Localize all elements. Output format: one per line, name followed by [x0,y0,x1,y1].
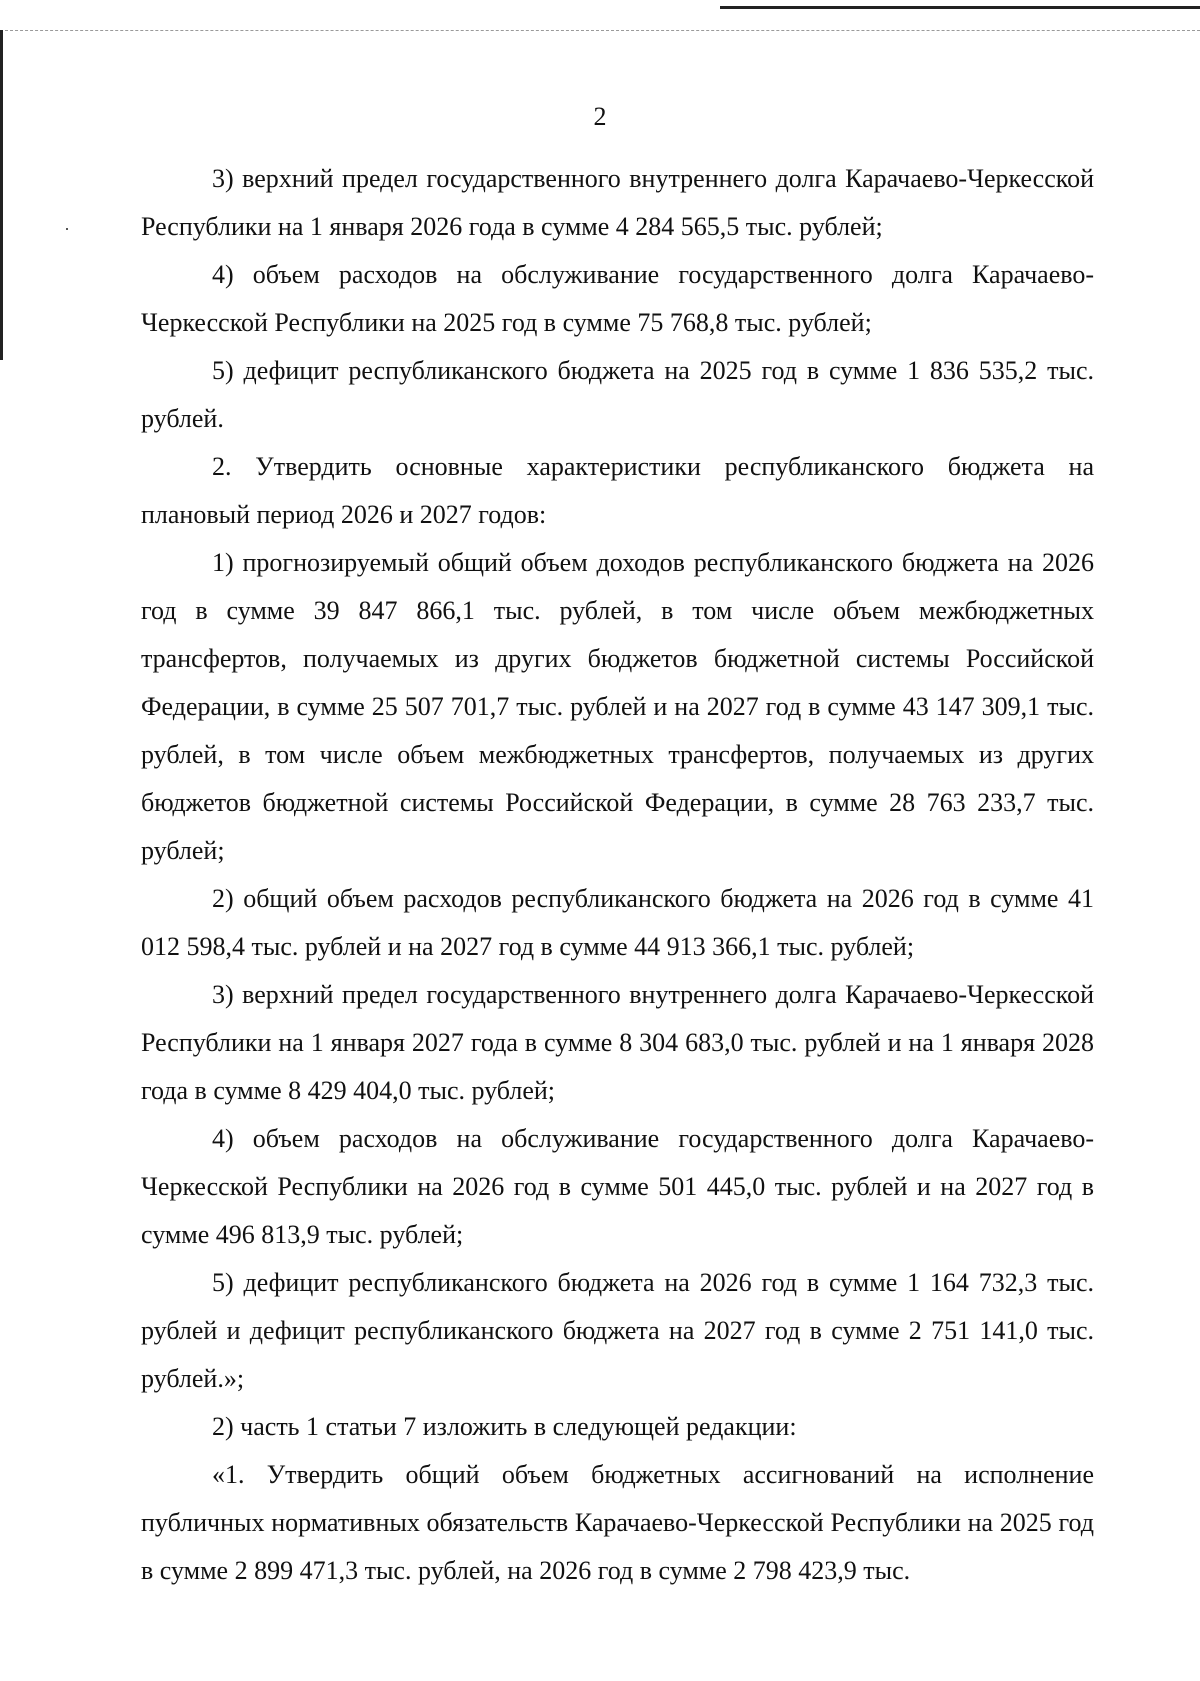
paragraph: 3) верхний предел государственного внутреннего долга Карачаево-Черкесской Республики на 1 января 2027 года в сумме 8 304 683,0 тыс. рублей и на 1 января 2028 года в сумме 8 429 404,0 тыс. рублей; [141,980,1094,1105]
paragraph: 5) дефицит республиканского бюджета на 2025 год в сумме 1 836 535,2 тыс. рублей. [141,356,1094,433]
scan-edge-top-right [720,6,1200,9]
paragraph: «1. Утвердить общий объем бюджетных ассигнований на исполнение публичных нормативных обязательств Карачаево-Черкесской Республики на 2025 год в сумме 2 899 471,3 тыс. рублей, на 2026 год в сумме 2 798 423,9 тыс. [141,1460,1094,1585]
document-body [141,155,1094,1595]
scan-edge-left [0,30,3,360]
scan-speck [66,228,68,230]
page-number: 2 [593,102,607,131]
scan-edge-top [0,30,1200,31]
paragraph: 3) верхний предел государственного внутреннего долга Карачаево-Черкесской Республики на 1 января 2026 года в сумме 4 284 565,5 тыс. рублей; [141,164,1094,241]
paragraph: 4) объем расходов на обслуживание государственного долга Карачаево-Черкесской Республики на 2026 год в сумме 501 445,0 тыс. рублей и на 2027 год в сумме 496 813,9 тыс. рублей; [141,1124,1094,1249]
paragraph: 2) общий объем расходов республиканского бюджета на 2026 год в сумме 41 012 598,4 тыс. рублей и на 2027 год в сумме 44 913 366,1 тыс. рублей; [141,884,1094,961]
paragraph: 5) дефицит республиканского бюджета на 2026 год в сумме 1 164 732,3 тыс. рублей и дефицит республиканского бюджета на 2027 год в сумме 2 751 141,0 тыс. рублей.»; [141,1268,1094,1393]
paragraph: 4) объем расходов на обслуживание государственного долга Карачаево-Черкесской Республики на 2025 год в сумме 75 768,8 тыс. рублей; [141,260,1094,337]
paragraph: 2) часть 1 статьи 7 изложить в следующей редакции: [212,1412,797,1441]
paragraph: 1) прогнозируемый общий объем доходов республиканского бюджета на 2026 год в сумме 39 847 866,1 тыс. рублей, в том числе объем межбюджетных трансфертов, получаемых из других бюджетов бюджетной системы Российской Федерации, в сумме 25 507 701,7 тыс. рублей и на 2027 год в сумме 43 147 309,1 тыс. рублей, в том числе объем межбюджетных трансфертов, получаемых из других бюджетов бюджетной системы Российской Федерации, в сумме 28 763 233,7 тыс. рублей; [141,548,1094,865]
paragraph: 2. Утвердить основные характеристики республиканского бюджета на плановый период 2026 и 2027 годов: [141,452,1094,529]
